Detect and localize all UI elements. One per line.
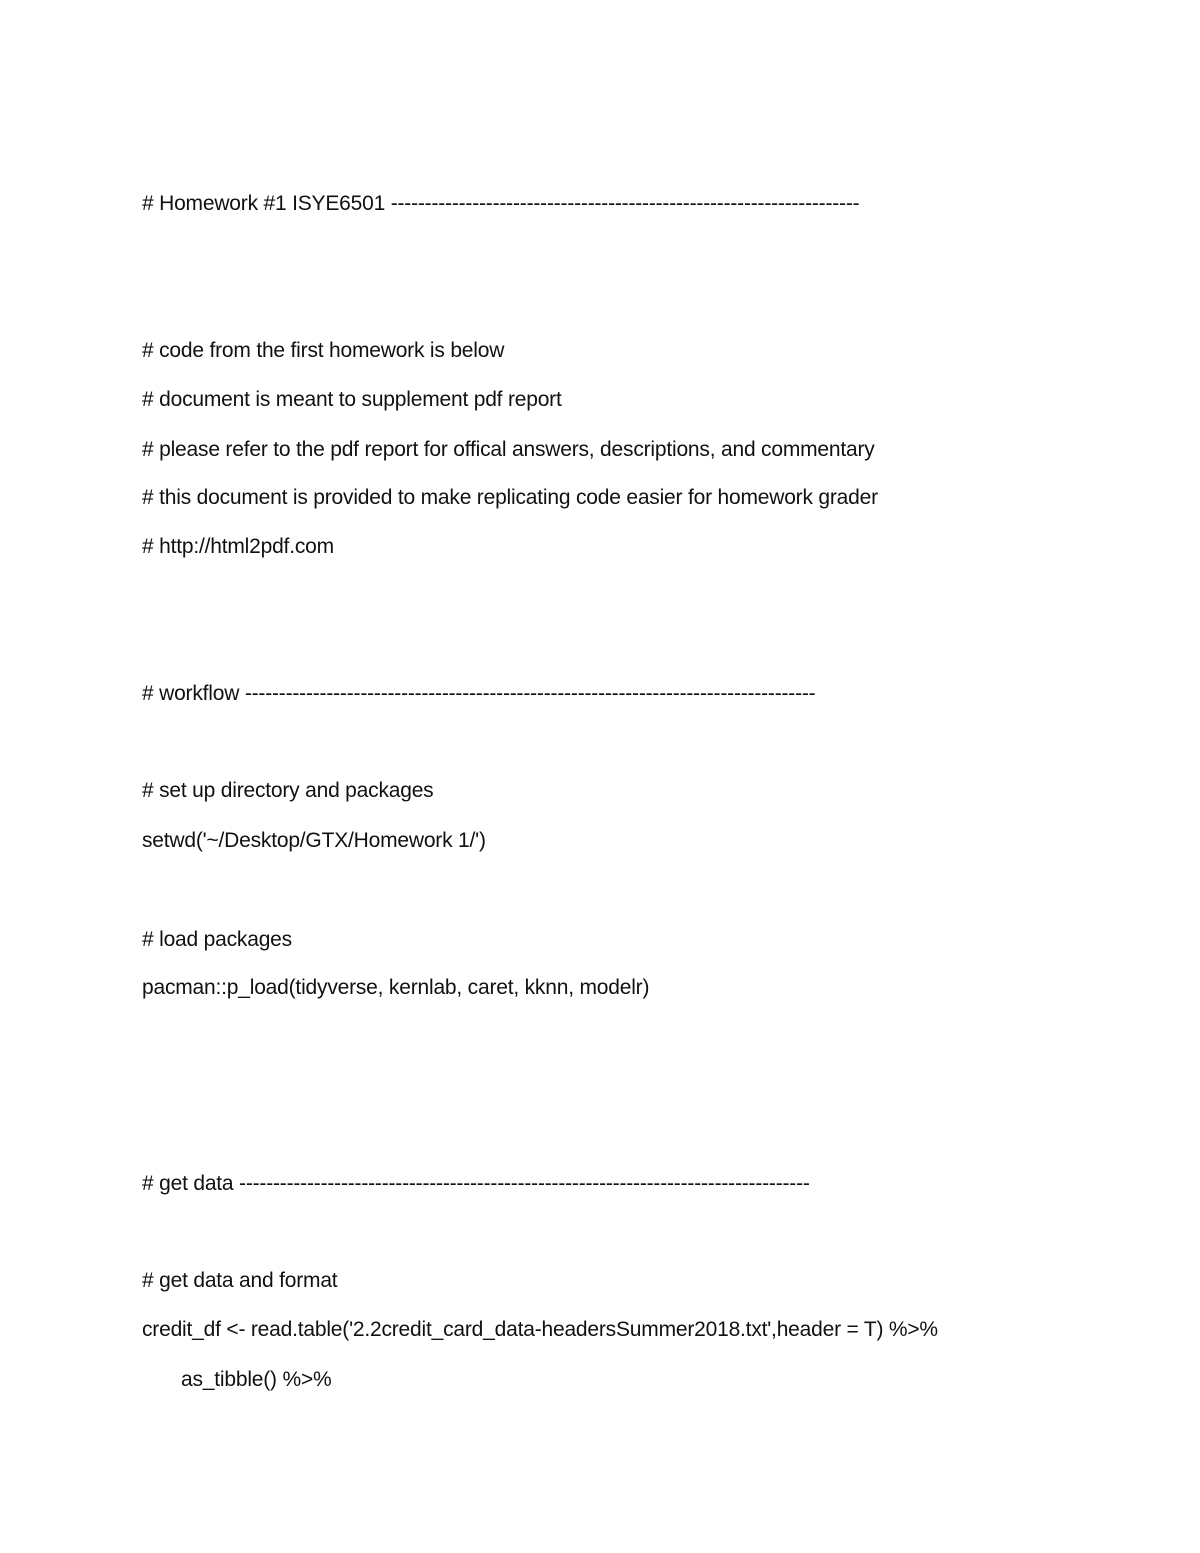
code-line: setwd('~/Desktop/GTX/Homework 1/'): [142, 829, 486, 852]
comment-url: # http://html2pdf.com: [142, 535, 334, 558]
comment-line: # code from the first homework is below: [142, 339, 505, 362]
heading-homework: # Homework #1 ISYE6501 ---------------------------------------------------------------------: [142, 192, 860, 215]
comment-line: # this document is provided to make replicating code easier for homework grader: [142, 486, 878, 509]
comment-line: # get data and format: [142, 1269, 338, 1292]
comment-line: # document is meant to supplement pdf report: [142, 388, 562, 411]
heading-workflow: # workflow ------------------------------------------------------------------------------------: [142, 682, 816, 705]
code-line: credit_df <- read.table('2.2credit_card_data-headersSummer2018.txt',header = T) %>%: [142, 1318, 938, 1341]
code-line-indented: as_tibble() %>%: [181, 1368, 332, 1391]
comment-line: # set up directory and packages: [142, 779, 434, 802]
comment-line: # please refer to the pdf report for offical answers, descriptions, and commentary: [142, 438, 875, 461]
comment-line: # load packages: [142, 928, 292, 951]
code-line: pacman::p_load(tidyverse, kernlab, caret, kknn, modelr): [142, 976, 650, 999]
heading-get-data: # get data ------------------------------------------------------------------------------------: [142, 1172, 810, 1195]
